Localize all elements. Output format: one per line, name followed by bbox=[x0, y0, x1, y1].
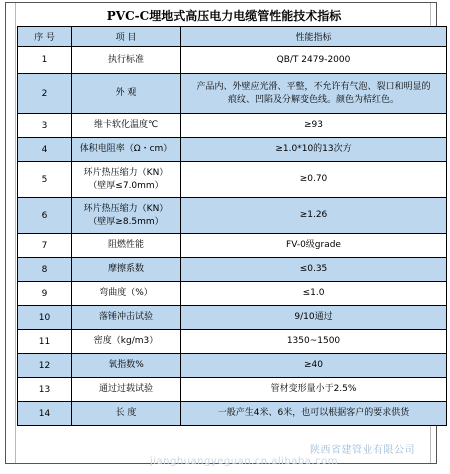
table-row bbox=[18, 330, 447, 354]
frame-divider-left bbox=[15, 3, 16, 463]
cell-seq: 2 bbox=[18, 74, 72, 114]
cell-item bbox=[72, 162, 181, 198]
cell-item bbox=[72, 330, 181, 354]
cell-spec bbox=[181, 114, 447, 138]
table-row bbox=[18, 306, 447, 330]
cell-item-line: 落锤冲击试验 bbox=[98, 312, 153, 322]
cell-spec bbox=[181, 378, 447, 402]
cell-spec bbox=[181, 74, 447, 114]
watermark-text: 陕西省建管业有限公司 bbox=[310, 445, 415, 456]
cell-item-line: 环片热压缩力（KN） bbox=[83, 203, 169, 214]
cell-item bbox=[72, 198, 181, 234]
cell-spec bbox=[181, 330, 447, 354]
cell-seq: 4 bbox=[18, 138, 72, 162]
cell-item bbox=[72, 138, 181, 162]
cell-spec bbox=[181, 282, 447, 306]
cell-item-line: 环片热压缩力（KN） bbox=[83, 167, 169, 178]
cell-spec bbox=[181, 402, 447, 426]
cell-spec-line: QB/T 2479-2000 bbox=[276, 54, 351, 65]
cell-item bbox=[72, 378, 181, 402]
table-row bbox=[18, 138, 447, 162]
cell-spec-line: ≥1.26 bbox=[299, 210, 328, 220]
cell-spec-line: 9/10通过 bbox=[294, 312, 333, 322]
header-seq: 序 号 bbox=[18, 27, 72, 47]
table-body bbox=[18, 47, 447, 426]
cell-spec bbox=[181, 354, 447, 378]
cell-spec-line: ≥40 bbox=[304, 360, 323, 370]
cell-spec-line: 一般产生4米、6米，也可以根据客户的要求供货 bbox=[217, 408, 410, 418]
cell-item-line: （壁厚≥8.5mm） bbox=[88, 216, 164, 227]
table-row bbox=[18, 114, 447, 138]
watermark-url: jianghuangyeguan.cn.alibaba.com bbox=[150, 456, 338, 467]
cell-seq: 14 bbox=[18, 402, 72, 426]
cell-item bbox=[72, 402, 181, 426]
cell-item-line: 外 观 bbox=[115, 88, 137, 98]
cell-spec bbox=[181, 47, 447, 74]
cell-item bbox=[72, 47, 181, 74]
table-row bbox=[18, 74, 447, 114]
table-header-row bbox=[18, 27, 447, 47]
cell-spec bbox=[181, 198, 447, 234]
cell-seq: 6 bbox=[18, 198, 72, 234]
cell-item-line: 体积电阻率（Ω・cm） bbox=[79, 144, 173, 154]
cell-item-line: 密度（kg/m3） bbox=[93, 336, 159, 346]
cell-item bbox=[72, 258, 181, 282]
cell-spec bbox=[181, 162, 447, 198]
cell-seq: 1 bbox=[18, 47, 72, 74]
cell-seq: 5 bbox=[18, 162, 72, 198]
table-row bbox=[18, 198, 447, 234]
cell-spec bbox=[181, 234, 447, 258]
cell-item-line: 摩擦系数 bbox=[107, 264, 144, 274]
cell-spec bbox=[181, 138, 447, 162]
cell-seq: 12 bbox=[18, 354, 72, 378]
cell-item-line: 维卡软化温度℃ bbox=[93, 120, 159, 130]
cell-item bbox=[72, 234, 181, 258]
table-row bbox=[18, 258, 447, 282]
cell-seq: 8 bbox=[18, 258, 72, 282]
cell-item bbox=[72, 114, 181, 138]
table-row bbox=[18, 234, 447, 258]
cell-item bbox=[72, 354, 181, 378]
cell-seq: 7 bbox=[18, 234, 72, 258]
cell-item-line: 弯曲度（%） bbox=[99, 288, 153, 298]
table-row bbox=[18, 354, 447, 378]
spec-table bbox=[17, 26, 447, 426]
cell-spec-line: 产品内、外壁应光滑、平整，不允许有气泡、裂口和明显的 bbox=[196, 81, 431, 92]
cell-item bbox=[72, 74, 181, 114]
header-spec: 性能指标 bbox=[181, 27, 447, 47]
cell-item-line: 通过过载试验 bbox=[98, 384, 153, 394]
cell-spec-line: 1350~1500 bbox=[286, 336, 341, 346]
cell-item-line: 执行标准 bbox=[107, 54, 144, 65]
cell-seq: 13 bbox=[18, 378, 72, 402]
table-row bbox=[18, 378, 447, 402]
cell-seq: 10 bbox=[18, 306, 72, 330]
cell-spec bbox=[181, 258, 447, 282]
table-row bbox=[18, 402, 447, 426]
cell-spec-line: 痕纹、凹陷及分解变色线。颜色为桔红色。 bbox=[227, 94, 399, 105]
cell-spec-line: 管材变形量小于2.5% bbox=[270, 384, 357, 394]
cell-seq: 9 bbox=[18, 282, 72, 306]
cell-spec-line: ≤0.35 bbox=[299, 264, 328, 274]
cell-item-line: （壁厚≤7.0mm） bbox=[88, 180, 164, 191]
cell-item bbox=[72, 306, 181, 330]
cell-spec bbox=[181, 306, 447, 330]
cell-seq: 3 bbox=[18, 114, 72, 138]
cell-spec-line: FV-0级grade bbox=[286, 240, 341, 250]
cell-item-line: 长 度 bbox=[115, 408, 137, 418]
cell-item bbox=[72, 282, 181, 306]
header-item: 项 目 bbox=[72, 27, 181, 47]
table-row bbox=[18, 162, 447, 198]
cell-spec-line: ≥1.0*10的13次方 bbox=[275, 144, 352, 154]
table-row bbox=[18, 47, 447, 74]
cell-spec-line: ≤1.0 bbox=[302, 288, 325, 298]
cell-seq: 11 bbox=[18, 330, 72, 354]
table-title: PVC-C埋地式高压电力电缆管性能技术指标 bbox=[106, 9, 342, 23]
cell-spec-line: ≥93 bbox=[304, 120, 323, 130]
cell-item-line: 氧指数% bbox=[108, 360, 144, 370]
cell-spec-line: ≥0.70 bbox=[299, 174, 328, 184]
cell-item-line: 阻燃性能 bbox=[107, 240, 144, 250]
table-row bbox=[18, 282, 447, 306]
